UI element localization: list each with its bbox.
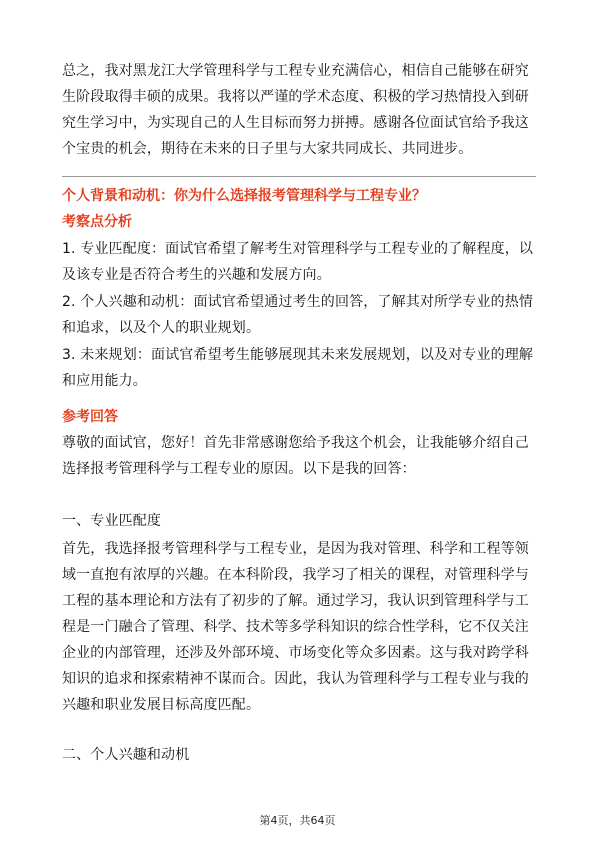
section2-heading: 二、个人兴趣和动机 — [62, 747, 190, 763]
page-number-footer: 第4页，共64页 — [259, 814, 336, 827]
section1-paragraph: 首先，我选择报考管理科学与工程专业，是因为我对管理、科学和工程等领域一直抱有浓厚的兴趣。在本科阶段，我学习了相关的课程，对管理科学与工程的基本理论和方法有了初步的了解。通过学习，我认识到管理科学与工程是一门融合了管理、科学、技术等多学科知识的综合性学科，它不仅关注企业的内部管理，还涉及外部环境、市场变化等众多因素。这与我对跨学科知识的追求和探索精神不谋而合。因此，我认为管理科学与工程专业与我的兴趣和职业发展目标高度匹配。 — [62, 541, 529, 713]
section1-heading: 一、专业匹配度 — [62, 513, 162, 529]
analysis-item-3: 3. 未来规划：面试官希望考生能够展现其未来发展规划，以及对专业的理解和应用能力。 — [62, 347, 534, 389]
answer-opening: 尊敬的面试官，您好！首先非常感谢您给予我这个机会，让我能够介绍自己选择报考管理科学与工程专业的原因。以下是我的回答： — [62, 435, 529, 477]
document-page — [62, 58, 536, 768]
analysis-item-2: 2. 个人兴趣和动机：面试官希望通过考生的回答，了解其对所学专业的热情和追求，以及个人的职业规划。 — [62, 294, 534, 336]
answer-title: 参考回答 — [62, 409, 118, 425]
intro-paragraph: 总之，我对黑龙江大学管理科学与工程专业充满信心，相信自己能够在研究生阶段取得丰硕的成果。我将以严谨的学术态度、积极的学习热情投入到研究生学习中，为实现自己的人生目标而努力拼搏。感谢各位面试官给予我这个宝贵的机会，期待在未来的日子里与大家共同成长、共同进步。 — [62, 63, 529, 157]
section-divider — [62, 176, 536, 177]
analysis-title: 考察点分析 — [62, 214, 132, 230]
analysis-item-1: 1. 专业匹配度：面试官希望了解考生对管理科学与工程专业的了解程度，以及该专业是否符合考生的兴趣和发展方向。 — [62, 241, 534, 283]
question-title: 个人背景和动机：你为什么选择报考管理科学与工程专业？ — [62, 188, 426, 204]
